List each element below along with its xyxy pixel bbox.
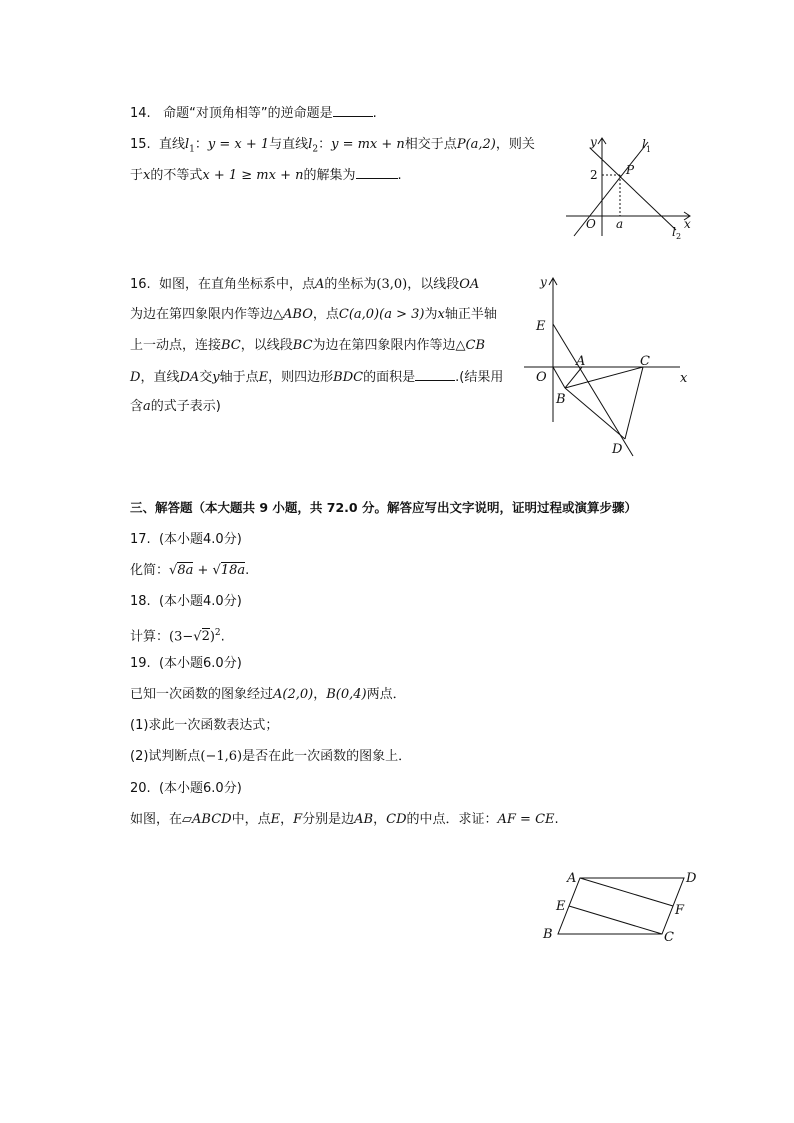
question-16-line4: [130, 368, 503, 387]
q16-var: △ABO: [273, 307, 313, 322]
q16-var: △CB: [455, 338, 486, 353]
q16-var: a: [143, 399, 151, 414]
q19-text: ，: [313, 687, 327, 702]
q15-eq2: y = mx + n: [331, 137, 405, 152]
q20-text: 的中点．求证：: [406, 812, 498, 827]
q17-number: 17.: [130, 532, 151, 547]
section-3-heading: 三、解答题（本大题共 9 小题，共 72.0 分。解答应写出文字说明，证明过程或演算步骤）: [130, 500, 637, 515]
q17-label: 化简：: [130, 563, 170, 578]
q16-text: 上一动点，连接: [130, 338, 222, 353]
l2-sub-label: 2: [676, 232, 682, 240]
q20-text: ，: [280, 812, 294, 827]
question-19-part2: [130, 748, 411, 766]
q16-var: BC: [221, 338, 241, 353]
a-label: A: [576, 354, 586, 369]
question-14: [130, 104, 377, 123]
question-16-line2: [130, 306, 497, 324]
q15-text: 于: [130, 168, 144, 183]
q20-var: E: [270, 812, 281, 827]
q16-text: ，以线段: [407, 277, 460, 292]
q20-parallelogram: ▱ABCD: [182, 812, 232, 827]
q16-text: 含: [130, 399, 144, 414]
q17-radicand-1: 8a: [177, 563, 194, 578]
q16-text: 的坐标为: [324, 277, 377, 292]
q15-figure: [560, 132, 698, 240]
e-label: E: [536, 319, 546, 334]
segment-OB: [553, 367, 565, 388]
answer-blank: [333, 104, 373, 117]
q16-text: 轴正半轴: [444, 307, 497, 322]
q19-point: (−1,6): [200, 749, 243, 764]
q15-inequality: x + 1 ≥ mx + n: [202, 168, 304, 183]
origin-label: O: [586, 217, 596, 231]
p-label: P: [626, 163, 635, 177]
question-19-body: [130, 686, 406, 704]
y-label: y: [540, 275, 547, 289]
a-label: A: [567, 871, 577, 886]
q16-var: D: [130, 370, 141, 385]
q20-text: ，: [373, 812, 387, 827]
c-label: C: [640, 354, 650, 369]
x-label: x: [684, 217, 691, 231]
origin-label: O: [536, 370, 547, 385]
q15-l2-sub: 2: [312, 144, 319, 155]
segment-AB: [565, 367, 582, 388]
q19-text: 是否在此一次函数的图象上．: [242, 749, 412, 764]
q20-text: 中，点: [231, 812, 271, 827]
q15-text: 相交于点: [404, 137, 457, 152]
question-18-body: [130, 624, 225, 646]
q19-number: 19.: [130, 656, 151, 671]
q16-figure: [520, 272, 700, 458]
q16-var: A: [314, 277, 325, 292]
q16-var: BDC: [333, 370, 364, 385]
q16-text: 为边在第四象限内作等边: [312, 338, 456, 353]
q16-text: ，直线: [140, 370, 180, 385]
q16-coord: (3,0): [376, 277, 408, 292]
q15-end: .: [397, 168, 402, 183]
l1-label: l: [642, 137, 646, 151]
q15-text: 与直线: [269, 137, 309, 152]
q16-text: 为边在第四象限内作等边: [130, 307, 274, 322]
q15-l1: l: [184, 137, 190, 152]
q16-var: y: [212, 370, 220, 385]
q18-exponent: 2: [214, 628, 221, 638]
q16-var: DA: [179, 370, 200, 385]
q16-var: x: [437, 307, 445, 322]
a-label: a: [616, 217, 624, 231]
q16-text: ，则四边形: [268, 370, 334, 385]
q17-end: .: [245, 563, 250, 578]
segment-BC: [565, 367, 643, 388]
q18-expr: (3−: [169, 629, 194, 645]
q16-var: BC: [292, 338, 313, 353]
q15-text: 的解集为: [303, 168, 356, 183]
q20-text: 如图，在: [130, 812, 183, 827]
b-label: B: [556, 392, 566, 407]
q16-text: 如图，在直角坐标系中，点: [158, 277, 315, 292]
question-17-body: [130, 562, 249, 580]
q20-number: 20.: [130, 781, 151, 796]
q19-text: 两点．: [366, 687, 406, 702]
q16-number: 16.: [130, 277, 151, 292]
question-20-header: [130, 780, 242, 798]
segment-BD: [565, 388, 625, 439]
q18-expr: ): [209, 629, 215, 645]
q20-var: F: [293, 812, 303, 827]
q16-text: ，以线段: [240, 338, 293, 353]
question-17-header: [130, 531, 242, 549]
question-15-line1: [130, 136, 535, 159]
q15-l2: l: [308, 137, 313, 152]
parallelogram-ABCD: [558, 878, 684, 934]
q15-l1-sub: 1: [189, 144, 195, 155]
q17-plus: +: [197, 563, 209, 578]
segment-AF: [580, 878, 673, 906]
d-label: D: [686, 871, 697, 886]
d-label: D: [612, 442, 623, 457]
q14-text: 命题“对顶角相等”的逆命题是: [163, 106, 333, 121]
q17-score: (本小题4.0分): [158, 532, 242, 547]
q15-colon: ：: [194, 137, 208, 152]
q18-number: 18.: [130, 594, 151, 609]
segment-CD: [625, 367, 643, 439]
question-16-line5: [130, 398, 221, 416]
q16-var: E: [258, 370, 269, 385]
x-label: x: [680, 371, 688, 386]
question-20-body: [130, 811, 559, 829]
q15-text: 直线: [158, 137, 185, 152]
q19-point-b: B(0,4): [326, 687, 367, 702]
q15-colon: ：: [318, 137, 332, 152]
q16-var: OA: [459, 277, 480, 292]
sqrt-symbol: √: [212, 563, 221, 578]
question-15-line2: [130, 166, 402, 185]
q19-score: (本小题6.0分): [158, 656, 242, 671]
q16-text: 的面积是: [363, 370, 416, 385]
q16-text: 为: [424, 307, 438, 322]
q20-end: .: [554, 812, 559, 827]
q15-number: 15.: [130, 137, 151, 152]
sqrt-symbol: √: [169, 563, 178, 578]
q16-text: ，点: [312, 307, 339, 322]
q15-var: x: [143, 168, 151, 183]
sqrt-symbol: √: [193, 629, 202, 645]
question-19-header: [130, 655, 242, 673]
q20-text: 分别是边: [302, 812, 355, 827]
e-label: E: [556, 899, 566, 914]
q16-text: 的式子表示): [150, 399, 221, 414]
q17-radicand-2: 18a: [220, 563, 246, 578]
q20-equation: AF = CE: [497, 812, 555, 827]
two-label: 2: [590, 168, 598, 182]
question-19-part1: (1)求此一次函数表达式；: [130, 718, 279, 733]
segment-EC: [569, 906, 662, 934]
q14-number: 14.: [130, 106, 151, 121]
b-label: B: [543, 927, 553, 942]
q15-text: 的不等式: [150, 168, 203, 183]
l1-sub-label: 1: [646, 145, 652, 154]
q20-var: CD: [386, 812, 407, 827]
question-16-line3: [130, 337, 485, 355]
q18-radicand: 2: [201, 629, 210, 645]
q16-text: .(结果用: [455, 370, 504, 385]
q18-end: .: [220, 629, 225, 645]
q16-text: 交: [199, 370, 213, 385]
q16-text: 轴于点: [219, 370, 259, 385]
q15-text: ，则关: [495, 137, 535, 152]
y-label: y: [590, 135, 597, 149]
question-16-line1: [130, 276, 479, 294]
q20-figure: [536, 866, 706, 948]
q20-var: AB: [354, 812, 374, 827]
answer-blank: [415, 368, 455, 381]
q15-point: P(a,2): [456, 137, 496, 152]
l2-label: l: [672, 225, 676, 239]
q20-score: (本小题6.0分): [158, 781, 242, 796]
f-label: F: [675, 903, 685, 918]
answer-blank: [356, 166, 398, 179]
q18-label: 计算：: [130, 629, 170, 645]
q18-score: (本小题4.0分): [158, 594, 242, 609]
q19-text: (2)试判断点: [130, 749, 201, 764]
q16-var: C(a,0)(a > 3): [338, 307, 425, 322]
q19-text: 已知一次函数的图象经过: [130, 687, 274, 702]
q19-point-a: A(2,0): [273, 687, 314, 702]
q15-eq1: y = x + 1: [207, 137, 270, 152]
q14-end: .: [372, 106, 377, 121]
c-label: C: [664, 930, 674, 945]
question-18-header: [130, 593, 242, 611]
